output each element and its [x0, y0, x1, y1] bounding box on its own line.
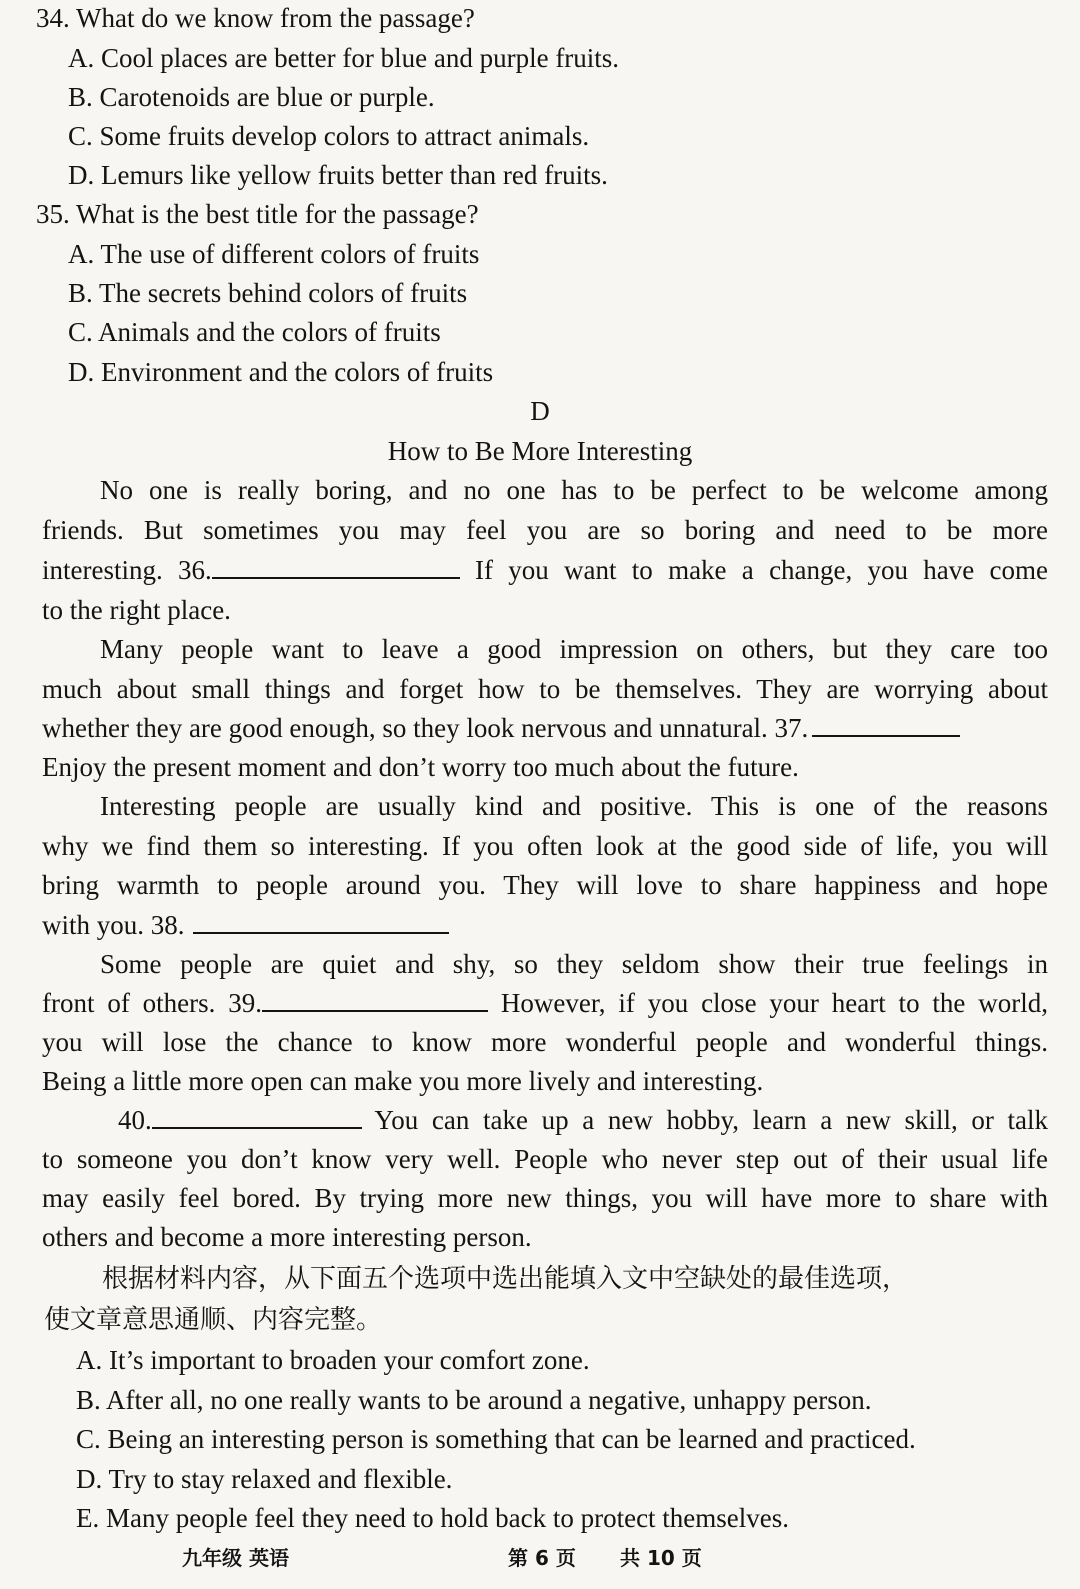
question-34-option-b: B. Carotenoids are blue or purple. — [68, 82, 435, 112]
choice-e: E. Many people feel they need to hold back to protect themselves. — [76, 1503, 790, 1533]
answer-blank-36[interactable] — [212, 553, 460, 579]
passage-line: Interesting people are usually kind and positive. This is one of the reasons — [100, 791, 1048, 821]
question-35-option-a: A. The use of different colors of fruits — [68, 239, 480, 269]
choice-c: C. Being an interesting person is something that can be learned and practiced. — [76, 1424, 916, 1454]
passage-line: to someone you don’t know very well. People who never step out of their usual life — [42, 1144, 1048, 1174]
passage-line: you will lose the chance to know more wonderful people and wonderful things. — [42, 1027, 1048, 1057]
question-35-stem: 35. What is the best title for the passage? — [36, 199, 479, 229]
passage-line-with-blank-38 — [42, 907, 449, 943]
question-34-option-c: C. Some fruits develop colors to attract animals. — [68, 121, 590, 151]
question-34-stem: 34. What do we know from the passage? — [36, 3, 475, 33]
answer-blank-37[interactable] — [812, 711, 960, 737]
passage-text: You can take up a new hobby, learn a new skill, or talk — [374, 1105, 1048, 1135]
page-footer — [0, 1538, 1080, 1574]
passage-text: However, if you close your heart to the world, — [500, 988, 1048, 1018]
footer-total-pages: 共 10 页 — [620, 1546, 702, 1570]
question-34-option-d: D. Lemurs like yellow fruits better than red fruits. — [68, 160, 608, 190]
passage-line: may easily feel bored. By trying more new things, you will have more to share with — [42, 1183, 1048, 1213]
passage-text: with you. 38. — [42, 910, 185, 940]
passage-line-with-blank-37 — [42, 710, 960, 746]
choice-a: A. It’s important to broaden your comfort zone. — [76, 1345, 590, 1375]
answer-blank-40[interactable] — [152, 1103, 362, 1129]
question-35-option-c: C. Animals and the colors of fruits — [68, 317, 441, 347]
passage-text: whether they are good enough, so they look nervous and unnatural. 37. — [42, 713, 809, 743]
passage-line: others and become a more interesting person. — [42, 1222, 532, 1252]
passage-line: bring warmth to people around you. They will love to share happiness and hope — [42, 870, 1048, 900]
passage-text: If you want to make a change, you have come — [475, 555, 1049, 585]
passage-line: Being a little more open can make you more lively and interesting. — [42, 1066, 764, 1096]
passage-line: why we find them so interesting. If you often look at the good side of life, you will — [42, 831, 1048, 861]
passage-text: 40. — [118, 1105, 152, 1135]
passage-line: friends. But sometimes you may feel you are so boring and need to be more — [42, 515, 1048, 545]
footer-grade-subject: 九年级 英语 — [182, 1546, 289, 1570]
passage-line: to the right place. — [42, 595, 231, 625]
passage-line: Some people are quiet and shy, so they seldom show their true feelings in — [100, 949, 1048, 979]
passage-line: Many people want to leave a good impression on others, but they care too — [100, 634, 1048, 664]
passage-line: No one is really boring, and no one has to be perfect to be welcome among — [100, 475, 1048, 505]
passage-line-with-blank-36 — [42, 552, 1048, 588]
passage-line-with-blank-39 — [42, 985, 1048, 1021]
choice-d: D. Try to stay relaxed and flexible. — [76, 1464, 453, 1494]
passage-text: front of others. 39. — [42, 988, 263, 1018]
passage-line: Enjoy the present moment and don’t worry too much about the future. — [42, 752, 799, 782]
passage-title: How to Be More Interesting — [387, 436, 693, 466]
choice-b: B. After all, no one really wants to be around a negative, unhappy person. — [76, 1385, 872, 1415]
instruction-line: 使文章意思通顺、内容完整。 — [44, 1305, 383, 1335]
answer-blank-38[interactable] — [193, 908, 449, 934]
question-35-option-b: B. The secrets behind colors of fruits — [68, 278, 468, 308]
question-35-option-d: D. Environment and the colors of fruits — [68, 357, 494, 387]
passage-text: interesting. 36. — [42, 555, 212, 585]
passage-line: much about small things and forget how to be themselves. They are worrying about — [42, 674, 1048, 704]
passage-line-with-blank-40 — [118, 1102, 1048, 1138]
section-letter: D — [530, 396, 550, 426]
instruction-line: 根据材料内容，从下面五个选项中选出能填入文中空缺处的最佳选项， — [102, 1264, 909, 1294]
answer-blank-39[interactable] — [262, 986, 488, 1012]
footer-page-number: 第 6 页 — [508, 1546, 576, 1570]
question-34-option-a: A. Cool places are better for blue and purple fruits. — [68, 43, 620, 73]
